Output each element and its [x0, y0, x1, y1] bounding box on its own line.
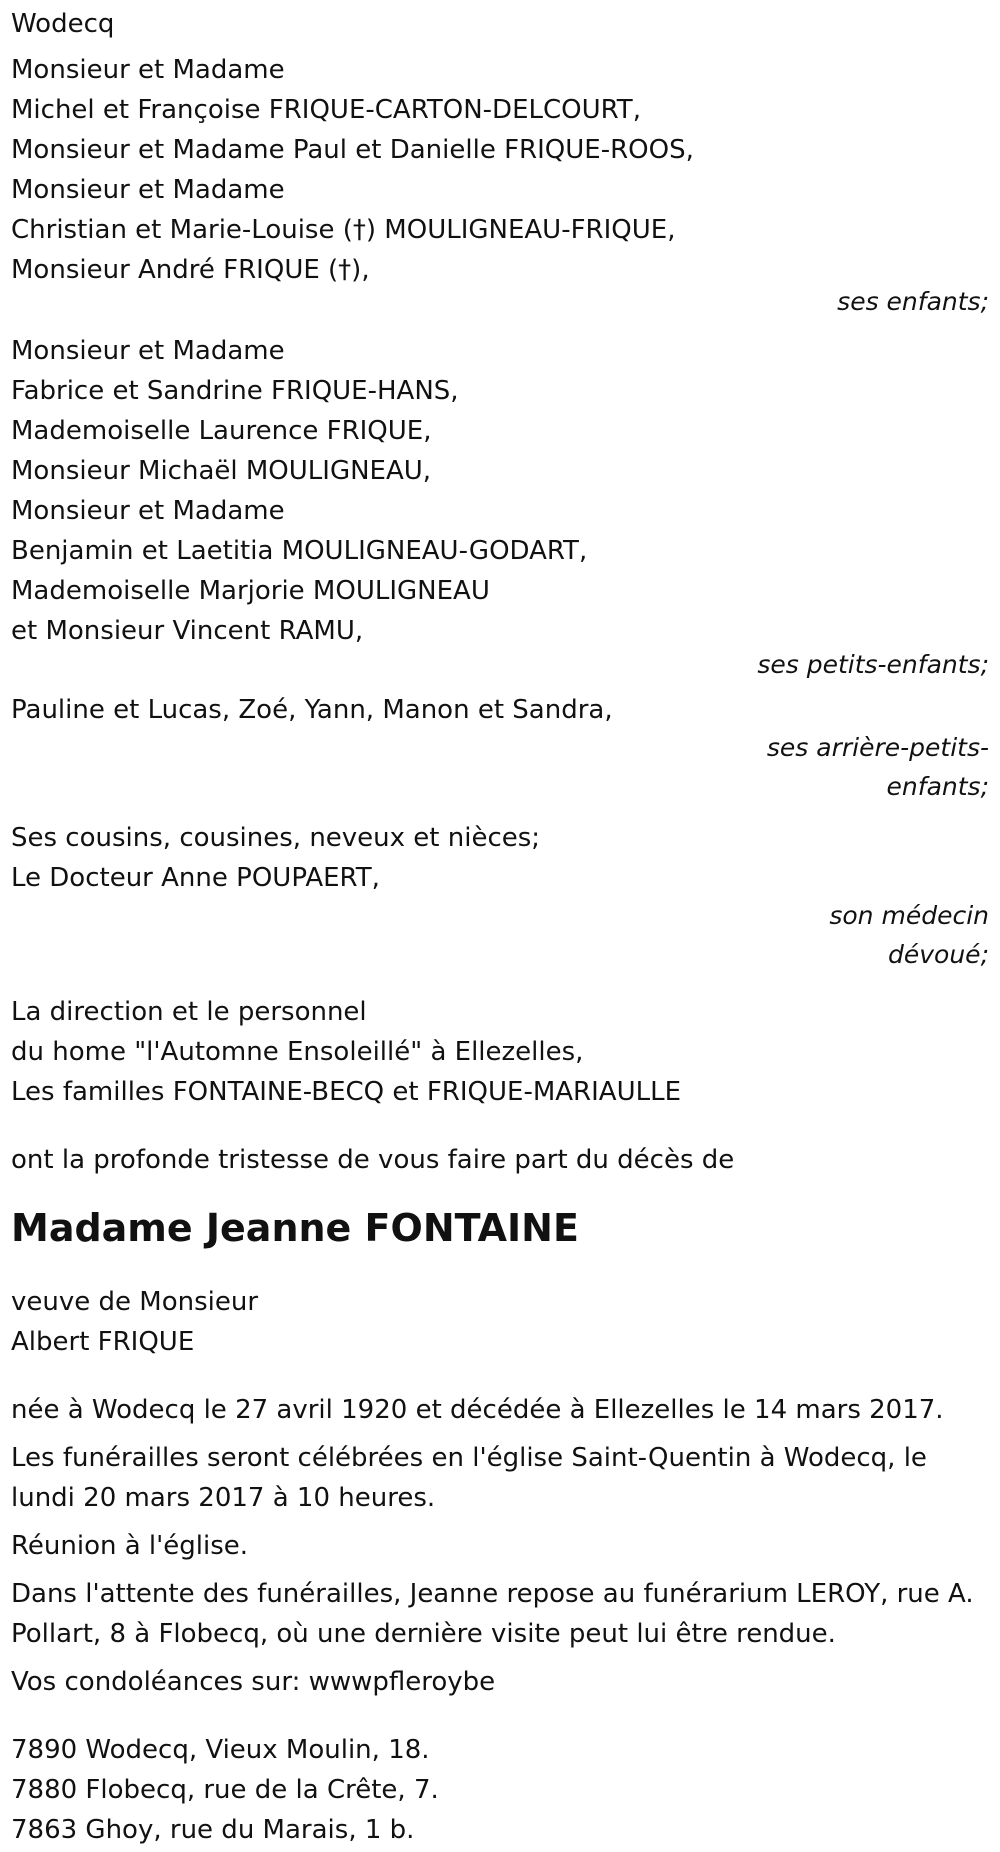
- grandchildren-role: ses petits-enfants;: [757, 650, 989, 679]
- list-item: Christian et Marie-Louise (†) MOULIGNEAU-FRIQUE,: [11, 215, 676, 245]
- list-item: Michel et Françoise FRIQUE-CARTON-DELCOURT,: [11, 95, 641, 125]
- list-item: Benjamin et Laetitia MOULIGNEAU-GODART,: [11, 536, 588, 566]
- widow-block: [11, 1282, 989, 1362]
- place-heading: Wodecq: [11, 9, 115, 39]
- list-item: Fabrice et Sandrine FRIQUE-HANS,: [11, 376, 459, 406]
- deceased-name: Madame Jeanne FONTAINE: [11, 1206, 579, 1250]
- list-item: La direction et le personnel: [11, 997, 367, 1027]
- great-grandchildren-block: [11, 690, 989, 806]
- list-item: Mademoiselle Laurence FRIQUE,: [11, 416, 432, 446]
- great-grandchildren-role: ses arrière-petits-: [766, 733, 989, 762]
- widow-line: Albert FRIQUE: [11, 1327, 195, 1357]
- birth-death: née à Wodecq le 27 avril 1920 et décédée à Ellezelles le 14 mars 2017.: [11, 1395, 944, 1425]
- list-item: Monsieur et Madame: [11, 175, 285, 205]
- address-line: 7890 Wodecq, Vieux Moulin, 18.: [11, 1735, 430, 1765]
- children-role: ses enfants;: [837, 287, 989, 316]
- list-item: Les familles FONTAINE-BECQ et FRIQUE-MARIAULLE: [11, 1077, 682, 1107]
- doctor: Le Docteur Anne POUPAERT,: [11, 863, 380, 893]
- list-item: Mademoiselle Marjorie MOULIGNEAU: [11, 576, 490, 606]
- list-item: Monsieur Michaël MOULIGNEAU,: [11, 456, 432, 486]
- addresses: [11, 1730, 989, 1850]
- condolences: Vos condoléances sur: wwwpfleroybe: [11, 1667, 496, 1697]
- children-list: [11, 50, 989, 321]
- funeral-info: Les funérailles seront célébrées en l'église Saint-Quentin à Wodecq, le lundi 20 mars 2017 à 10 heures.: [11, 1443, 927, 1513]
- list-item: Monsieur et Madame Paul et Danielle FRIQUE-ROOS,: [11, 135, 694, 165]
- others-block: [11, 992, 989, 1112]
- meeting-info: Réunion à l'église.: [11, 1531, 249, 1561]
- announcement: ont la profonde tristesse de vous faire part du décès de: [11, 1145, 735, 1175]
- obituary-content: [11, 4, 989, 1850]
- doctor-role-cont: dévoué;: [888, 940, 989, 969]
- great-grandchildren: Pauline et Lucas, Zoé, Yann, Manon et Sandra,: [11, 695, 613, 725]
- list-item: du home "l'Automne Ensoleillé" à Ellezelles,: [11, 1037, 584, 1067]
- great-grandchildren-role-cont: enfants;: [886, 772, 989, 801]
- list-item: Monsieur et Madame: [11, 496, 285, 526]
- cousins: Ses cousins, cousines, neveux et nièces;: [11, 823, 541, 853]
- funerarium-info: Dans l'attente des funérailles, Jeanne repose au funérarium LEROY, rue A. Pollart, 8 à Flobecq, où une dernière visite peut lui être rendue.: [11, 1579, 974, 1649]
- grandchildren-list: [11, 331, 989, 684]
- obituary-page: [0, 4, 1000, 1852]
- list-item: Monsieur et Madame: [11, 336, 285, 366]
- list-item: Monsieur André FRIQUE (†),: [11, 255, 370, 285]
- address-line: 7863 Ghoy, rue du Marais, 1 b.: [11, 1815, 415, 1845]
- doctor-role: son médecin: [829, 901, 989, 930]
- list-item: et Monsieur Vincent RAMU,: [11, 616, 364, 646]
- cousins-doctor-block: [11, 818, 989, 974]
- address-line: 7880 Flobecq, rue de la Crête, 7.: [11, 1775, 439, 1805]
- list-item: Monsieur et Madame: [11, 55, 285, 85]
- widow-line: veuve de Monsieur: [11, 1287, 259, 1317]
